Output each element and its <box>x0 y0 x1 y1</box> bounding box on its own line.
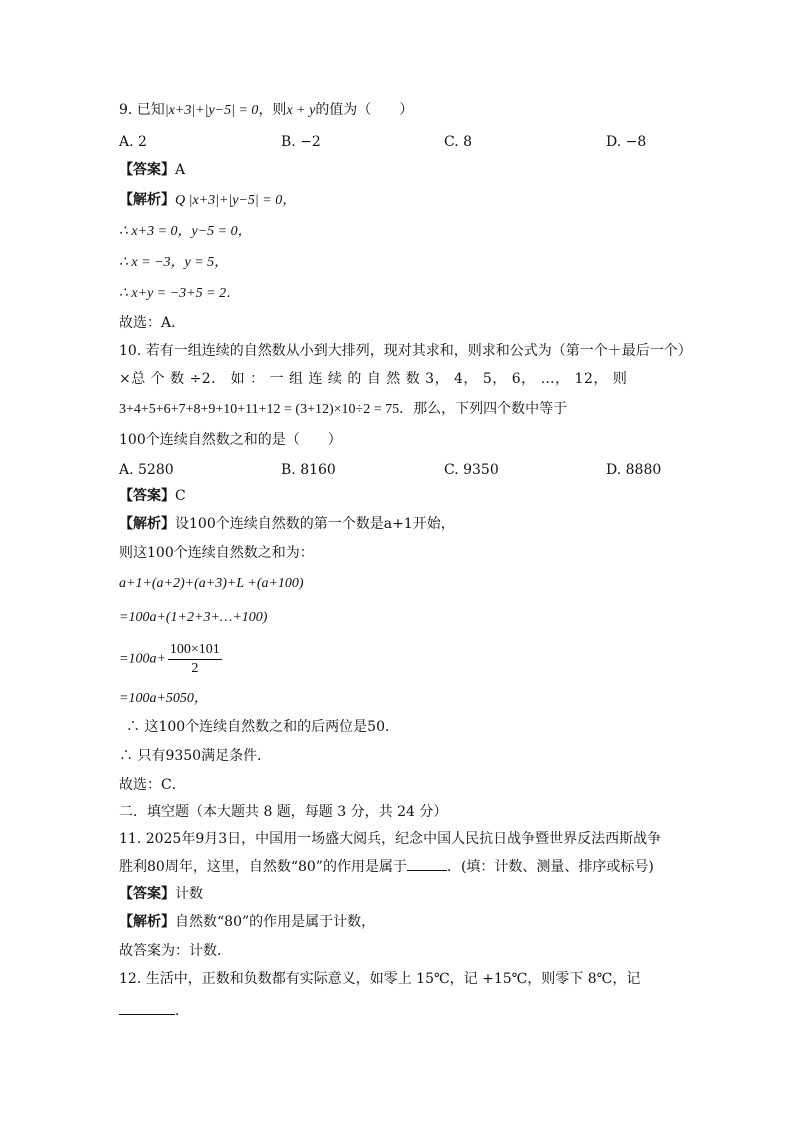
q9-stem <box>119 100 413 121</box>
q9-expression: x + y <box>286 103 316 118</box>
q9-analysis-line-3: ∴ x = −3，y = 5， <box>119 255 229 270</box>
q9-analysis-line-1 <box>119 190 296 211</box>
q9-stem-prefix: 9. 已知 <box>119 102 165 118</box>
section-title: 二．填空题（本大题共 8 题，每题 3 分，共 24 分） <box>119 804 448 820</box>
analysis-tag: 【解析】 <box>119 914 175 930</box>
q9-option-a: A. 2 <box>119 134 147 150</box>
q9-option-d: D. −8 <box>606 134 647 150</box>
q10-answer <box>119 486 186 506</box>
q12-answer-blank <box>119 1000 175 1015</box>
answer-tag: 【答案】 <box>119 162 175 178</box>
q11-analysis-line-2: 故答案为：计数． <box>119 943 231 959</box>
q10-analysis-text-1: 设100个连续自然数的第一个数是a+1开始， <box>175 516 455 532</box>
q10-fraction-denominator: 2 <box>191 661 199 676</box>
q10-analysis-line-6: =100a+5050， <box>119 691 208 706</box>
q10-option-a: A. 5280 <box>119 462 174 478</box>
q10-analysis-line-5 <box>119 641 222 678</box>
q10-stem-line-2: ×总 个 数 ÷2． 如 ： 一 组 连 续 的 自 然 数 3， 4， 5， 6， …， 12， 则 <box>119 371 628 387</box>
q9-analysis-text-1: Q |x+3|+|y−5| = 0， <box>175 193 297 208</box>
q10-analysis-line-3: a+1+(a+2)+(a+3)+L +(a+100) <box>119 576 304 591</box>
q10-stem-line-3 <box>119 399 567 420</box>
q10-analysis-line-7: ∴ 这100个连续自然数之和的后两位是50． <box>126 719 399 735</box>
q10-analysis-line-1 <box>119 514 455 534</box>
q10-stem-line-1: 10. 若有一组连续的自然数从小到大排列，现对其求和，则求和公式为（第一个＋最后一个） <box>119 343 692 359</box>
q10-option-c: C. 9350 <box>444 462 499 478</box>
q11-analysis-text-1: 自然数“80”的作用是属于计数， <box>175 914 376 930</box>
answer-tag: 【答案】 <box>119 488 175 504</box>
q10-fraction <box>168 641 222 678</box>
q9-answer <box>119 160 185 180</box>
q9-answer-value: A <box>175 162 186 178</box>
q12-stem-line-2-end: ． <box>175 1003 189 1019</box>
analysis-tag: 【解析】 <box>119 192 175 208</box>
q10-option-b: B. 8160 <box>281 462 336 478</box>
q11-stem-line-2-b: ．(填：计数、测量、排序或标号) <box>446 859 654 875</box>
q10-fraction-prefix: =100a+ <box>119 651 166 667</box>
q10-stem-line-3-text: 3+4+5+6+7+8+9+10+11+12 = (3+12)×10÷2 = 75．那么，下列四个数中等于 <box>119 402 568 417</box>
q10-analysis-line-9: 故选：C． <box>119 777 186 793</box>
q9-analysis-line-2: ∴ x+3 = 0，y−5 = 0， <box>119 224 252 239</box>
q11-answer-value: 计数 <box>175 886 203 902</box>
q10-analysis-line-8: ∴ 只有9350满足条件． <box>119 748 272 764</box>
q10-fraction-numerator: 100×101 <box>168 641 222 660</box>
q10-stem-line-4: 100个连续自然数之和的是（ ） <box>119 432 342 448</box>
q11-stem-line-2 <box>119 856 654 877</box>
q10-analysis-line-4: =100a+(1+2+3+…+100) <box>119 610 268 625</box>
q9-stem-mid: ，则 <box>258 102 287 118</box>
analysis-tag: 【解析】 <box>119 516 175 532</box>
q9-analysis-line-5: 故选：A． <box>119 315 186 331</box>
q10-answer-value: C <box>175 488 186 504</box>
q9-option-c: C. 8 <box>444 134 473 150</box>
q10-option-d: D. 8880 <box>606 462 662 478</box>
q11-answer-blank <box>407 856 447 871</box>
q11-answer <box>119 884 203 904</box>
q9-stem-suffix: 的值为（ ） <box>315 102 414 118</box>
q12-stem-line-2 <box>119 1000 189 1021</box>
q11-analysis-line-1 <box>119 912 375 932</box>
q11-stem-line-2-a: 胜利80周年，这里，自然数“80”的作用是属于 <box>119 859 407 875</box>
q9-equation: |x+3|+|y−5| = 0 <box>164 103 259 118</box>
q10-analysis-line-2: 则这100个连续自然数之和为： <box>119 545 314 561</box>
answer-tag: 【答案】 <box>119 886 175 902</box>
q9-option-b: B. −2 <box>281 134 321 150</box>
q12-stem-line-1: 12. 生活中，正数和负数都有实际意义，如零上 15℃，记 +15℃，则零下 8℃，记 <box>119 971 641 987</box>
q11-stem-line-1: 11. 2025年9月3日，中国用一场盛大阅兵，纪念中国人民抗日战争暨世界反法西斯战争 <box>119 831 662 847</box>
q9-analysis-line-4: ∴ x+y = −3+5 = 2． <box>119 286 241 301</box>
